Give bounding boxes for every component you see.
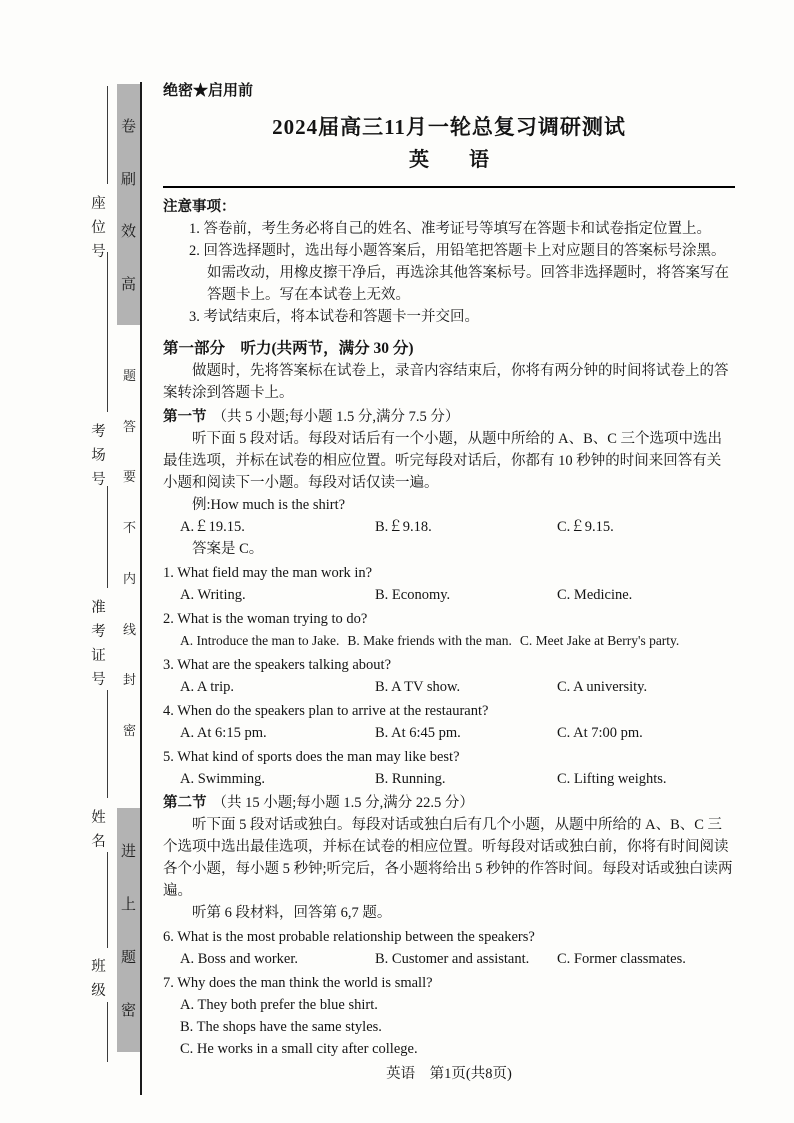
binding-strip-top: 卷 刷 效 高	[117, 84, 140, 325]
exam-title: 2024届高三11月一轮总复习调研测试	[272, 115, 626, 139]
question-6	[163, 926, 735, 970]
page-footer: 英语 第1页(共8页)	[386, 1066, 512, 1082]
section2-heading	[163, 792, 735, 814]
option-a: A. At 6:15 pm.	[180, 725, 267, 741]
notice-heading: 注意事项：	[163, 199, 236, 215]
option-a: A. They both prefer the blue shirt.	[180, 997, 378, 1013]
question-5	[163, 746, 735, 790]
notice-item-2: 2. 回答选择题时，选出每小题答案后，用铅笔把答题卡上对应题目的答案标号涂黑。如需改动，用橡皮擦干净后，再选涂其他答案标号。回答非选择题时，将答案写在答题卡上。写在本试卷上无效。	[189, 243, 729, 303]
notice-item-3: 3. 考试结束后，将本试卷和答题卡一并交回。	[189, 309, 479, 325]
field-room-number: 考 场 号	[91, 424, 106, 488]
option-a: A.￡19.15.	[180, 519, 245, 535]
section2-subtitle: （共 15 小题;每小题 1.5 分,满分 22.5 分）	[212, 795, 474, 811]
option-c: C. A university.	[557, 679, 648, 695]
question-1	[163, 562, 735, 606]
field-seat-number: 座 位 号	[91, 196, 106, 260]
part1-intro: 做题时，先将答案标在试卷上，录音内容结束后，你将有两分钟的时间将试卷上的答案转涂到答题卡上。	[163, 363, 729, 401]
field-blank-line	[107, 852, 108, 948]
header-divider	[163, 186, 735, 188]
section1-instructions: 听下面 5 段对话。每段对话后有一个小题，从题中所给的 A、B、C 三个选项中选出最佳选项，并标在试卷的相应位置。听完每段对话后，你都有 10 秒钟的时间来回答有关小题和阅读下一小题。每段对话仅读一遍。	[163, 431, 723, 491]
question-options	[163, 948, 735, 970]
seal-line	[140, 82, 142, 1095]
section2-instructions: 听下面 5 段对话或独白。每段对话或独白后有几个小题，从题中所给的 A、B、C 三个选项中选出最佳选项，并标在试卷的相应位置。听每段对话或独白前，你将有时间阅读各个小题，每小题 5 秒钟;听完后，各小题将给出 5 秒钟的作答时间。每段对话或独白读两遍。	[163, 817, 733, 899]
example-answer: 答案是 C。	[192, 541, 264, 557]
material6-note: 听第 6 段材料，回答第 6,7 题。	[192, 905, 392, 921]
option-c: C. He works in a small city after college.	[180, 1041, 418, 1057]
section1-subtitle: （共 5 小题;每小题 1.5 分,满分 7.5 分）	[212, 409, 460, 425]
option-b: B.￡9.18.	[375, 519, 432, 535]
option-b: B. At 6:45 pm.	[375, 725, 461, 741]
option-a: A. Introduce the man to Jake.	[180, 633, 340, 648]
option-c: C. Meet Jake at Berry's party.	[519, 633, 680, 648]
question-options	[163, 630, 735, 652]
example-prompt: 例:How much is the shirt?	[192, 497, 346, 513]
option-c: C. Medicine.	[557, 587, 633, 603]
binding-strip-bottom: 进 上 题 密	[117, 808, 140, 1052]
option-b: B. A TV show.	[375, 679, 461, 695]
field-blank-line	[107, 486, 108, 588]
option-b: B. Running.	[375, 771, 446, 787]
option-a: A. Boss and worker.	[180, 951, 299, 967]
secret-label: 绝密★启用前	[163, 83, 254, 99]
option-a: A. A trip.	[180, 679, 234, 695]
exam-content	[163, 80, 735, 1060]
option-c: C. Former classmates.	[557, 951, 686, 967]
question-7	[163, 972, 735, 1060]
question-4	[163, 700, 735, 744]
question-options	[163, 722, 735, 744]
field-blank-line	[107, 252, 108, 412]
question-options	[163, 676, 735, 698]
question-stem: 7. Why does the man think the world is small?	[163, 975, 433, 991]
option-b: B. Customer and assistant.	[375, 951, 530, 967]
section1-label: 第一节	[163, 409, 207, 425]
option-a: A. Writing.	[180, 587, 246, 603]
question-stem: 5. What kind of sports does the man may like best?	[163, 749, 460, 765]
field-blank-line	[107, 690, 108, 798]
question-options	[163, 584, 735, 606]
part1-heading: 第一部分 听力(共两节，满分 30 分)	[163, 340, 414, 357]
section2-label: 第二节	[163, 795, 207, 811]
option-c: C. Lifting weights.	[557, 771, 667, 787]
question-stem: 3. What are the speakers talking about?	[163, 657, 392, 673]
question-stem: 1. What field may the man work in?	[163, 565, 373, 581]
question-2	[163, 608, 735, 652]
example-options	[163, 516, 735, 538]
question-options	[163, 768, 735, 790]
field-admission-number: 准 考 证 号	[91, 600, 106, 688]
question-stem: 4. When do the speakers plan to arrive at the restaurant?	[163, 703, 489, 719]
question-stem: 2. What is the woman trying to do?	[163, 611, 368, 627]
field-blank-line	[107, 1002, 108, 1062]
field-name: 姓 名	[91, 810, 106, 850]
option-b: B. The shops have the same styles.	[180, 1019, 382, 1035]
section1-heading	[163, 406, 735, 428]
option-c: C.￡9.15.	[557, 519, 614, 535]
option-a: A. Swimming.	[180, 771, 265, 787]
question-stem: 6. What is the most probable relationship between the speakers?	[163, 929, 535, 945]
option-b: B. Economy.	[375, 587, 451, 603]
option-c: C. At 7:00 pm.	[557, 725, 643, 741]
subject-title: 英 语	[409, 149, 499, 171]
option-b: B. Make friends with the man.	[347, 633, 512, 648]
notice-item-1: 1. 答卷前，考生务必将自己的姓名、准考证号等填写在答题卡和试卷指定位置上。	[189, 221, 711, 237]
question-3	[163, 654, 735, 698]
field-blank-line	[107, 86, 108, 184]
field-class: 班 级	[91, 959, 106, 999]
seal-instruction-text: 题 答 要 不 内 线 封 密	[122, 367, 136, 739]
